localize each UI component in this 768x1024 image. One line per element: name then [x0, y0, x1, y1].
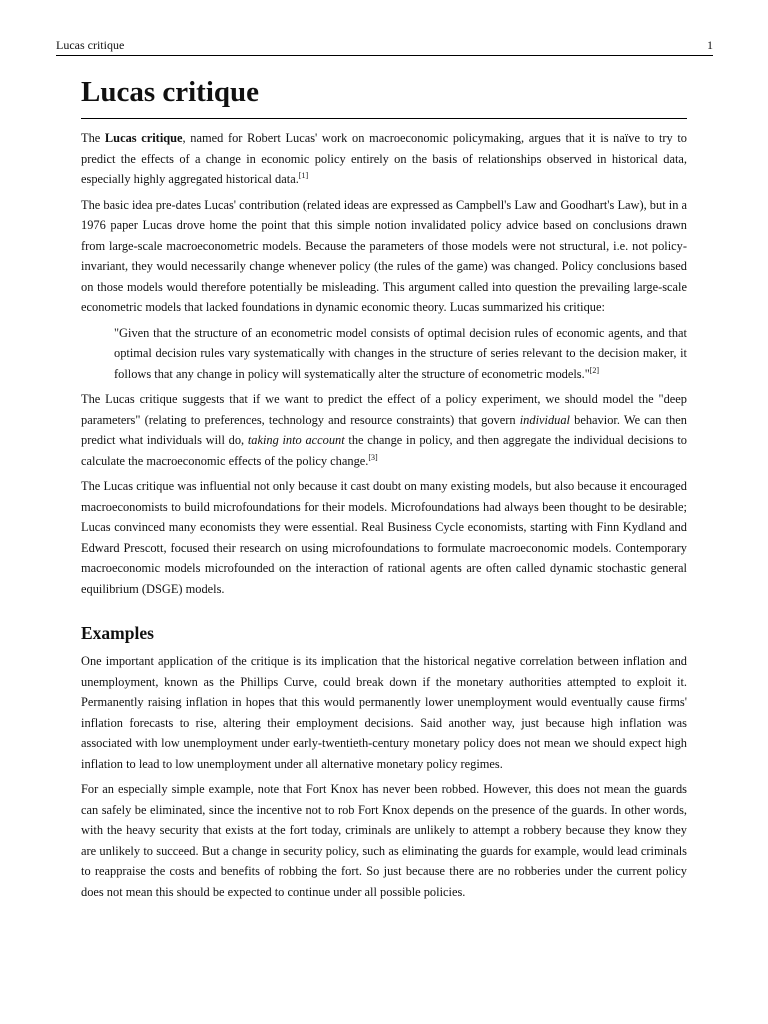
fort-knox-paragraph: For an especially simple example, note that Fort Knox has never been robbed. However, this does not mean the guards can safely be eliminated, since the incentive not to rob Fort Knox depends on the presence of the guards. In other words, with the heavy security that exists at the fort today, criminals are unlikely to attempt a robbery because they know they are unlikely to succeed. But a change in security policy, such as eliminating the guards for example, would lead criminals to reappraise the costs and benefits of robbing the fort. So just because there are no robberies under the current policy does not mean this should be expected to continue under all possible policies.	[81, 782, 687, 899]
deep-params-text-1: The Lucas critique suggests that if we want to predict the effect of a policy experiment, we should model the "deep parameters" (relating to preferences, technology and resource constraints) that govern	[81, 392, 687, 427]
lucas-quote	[114, 323, 687, 385]
running-header	[56, 38, 713, 56]
citation-ref-2[interactable]: [2]	[589, 365, 600, 375]
deep-params-italic-individual: individual	[519, 412, 570, 427]
influence-paragraph: The Lucas critique was influential not only because it cast doubt on many existing models, but also because it encouraged macroeconomists to build microfoundations for their models. Microfoundations had always been thought to be desirable; Lucas convinced many economists they were essential. Real Business Cycle economists, starting with Finn Kydland and Edward Prescott, focused their research on using microfoundations to formulate macroeconomic models. Contemporary macroeconomic models microfounded on the interaction of rational agents are often called dynamic stochastic general equilibrium (DSGE) models.	[81, 479, 687, 596]
deep-parameters-paragraph	[81, 389, 687, 471]
page-number: 1	[707, 38, 713, 52]
article-title: Lucas critique	[81, 72, 687, 119]
deep-params-text-3: the change in policy, and then aggregate the individual decisions to calculate the macroeconomic effects of the policy change.	[81, 433, 687, 468]
examples-heading: Examples	[81, 623, 154, 643]
citation-ref-3[interactable]: [3]	[368, 452, 378, 462]
background-paragraph: The basic idea pre-dates Lucas' contribution (related ideas are expressed as Campbell's Law and Goodhart's Law), but in a 1976 paper Lucas drove home the point that this simple notion invalidated policy advice based on conclusions drawn from large-scale macroeconometric models. Because the parameters of those models were not structural, i.e. not policy-invariant, they would necessarily change whenever policy (the rules of the game) was changed. Policy conclusions based on those models would therefore potentially be misleading. This argument called into question the prevailing large-scale econometric models that lacked foundations in dynamic economic theory. Lucas summarized his critique:	[81, 197, 687, 314]
phillips-curve-paragraph: One important application of the critique is its implication that the historical negative correlation between inflation and unemployment, known as the Phillips Curve, could break down if the monetary authorities attempted to exploit it. Permanently raising inflation in hopes that this would permanently lower unemployment would eventually cause firms' inflation forecasts to rise, altering their employment decisions. Said another way, just because high inflation was associated with low unemployment under early-twentieth-century monetary policy does not mean we should expect high inflation to lead to low unemployment under all alternative monetary policy regimes.	[81, 654, 687, 771]
intro-text-rest: , named for Robert Lucas' work on macroeconomic policymaking, argues that it is naïve to try to predict the effects of a change in economic policy entirely on the basis of relationships observed in historical data, especially highly aggregated historical data.	[81, 131, 687, 186]
citation-ref-1[interactable]: [1]	[298, 171, 309, 180]
intro-paragraph	[81, 128, 687, 190]
running-header-title: Lucas critique	[56, 38, 125, 52]
intro-text-start: The	[81, 131, 105, 145]
article-body	[81, 72, 687, 902]
deep-params-italic-taking-into-account: taking into account	[247, 433, 345, 447]
intro-bold-term: Lucas critique	[104, 131, 183, 145]
deep-params-text-2: behavior. We can then predict what individuals will do,	[81, 412, 687, 447]
quote-text: "Given that the structure of an econometric model consists of optimal decision rules of economic agents, and that optimal decision rules vary systematically with changes in the structure of series relevant to the decision maker, it follows that any change in policy will systematically alter the structure of econometric models."	[114, 325, 687, 381]
